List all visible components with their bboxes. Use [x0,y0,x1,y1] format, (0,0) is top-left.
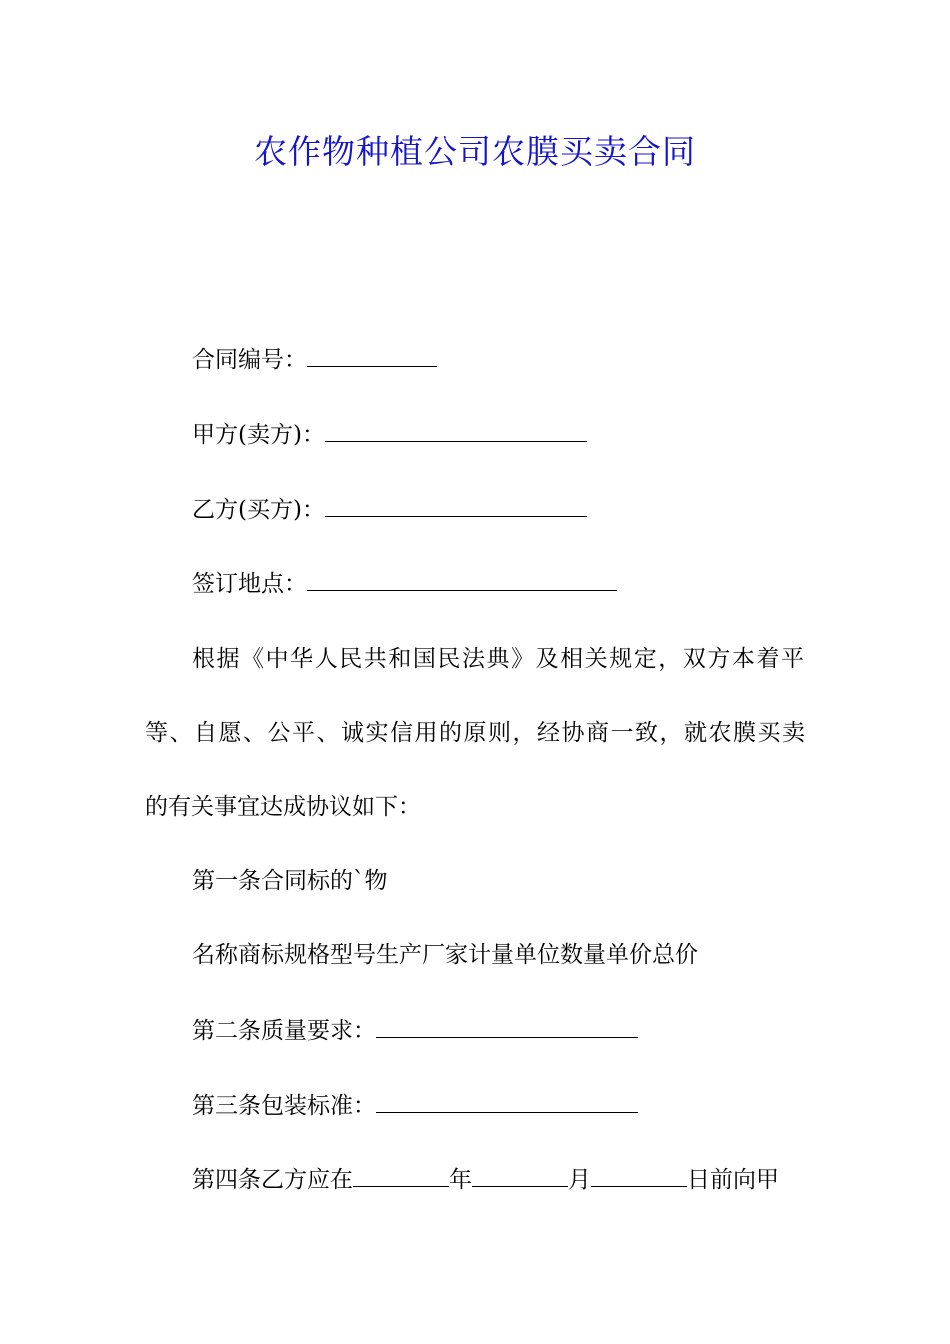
preamble-line-1: 根据《中华人民共和国民法典》及相关规定，双方本着平 [192,646,804,672]
preamble-line-2: 等、自愿、公平、诚实信用的原则，经协商一致，就农膜买卖 [145,720,805,746]
article-4-month-blank [472,1162,568,1187]
sign-place-field [192,566,852,601]
document-title: 农作物种植公司农膜买卖合同 [254,132,696,171]
party-b-label: 乙方(买方)： [192,497,325,523]
article-4-day-blank [591,1162,687,1187]
preamble-line-3: 的有关事宜达成协议如下： [145,794,421,820]
party-b-field [192,492,852,527]
article-4-year-blank [353,1162,449,1187]
sign-place-blank [307,566,617,591]
article-2-label: 第二条质量要求： [192,1018,376,1044]
article-1-table-header: 名称商标规格型号生产厂家计量单位数量单价总价 [192,942,698,968]
article-3-label: 第三条包装标准： [192,1093,376,1119]
party-a-field [192,417,852,452]
contract-number-field [192,342,852,377]
article-4-year: 年 [449,1167,472,1193]
party-a-blank [325,417,587,442]
article-2-blank [376,1013,638,1038]
party-b-blank [325,492,587,517]
party-a-label: 甲方(卖方)： [192,422,325,448]
contract-number-label: 合同编号： [192,347,307,373]
sign-place-label: 签订地点： [192,571,307,597]
contract-number-blank [307,342,437,367]
article-3-field [192,1088,852,1123]
article-3-blank [376,1088,638,1113]
article-2-field [192,1013,852,1048]
article-4-line [192,1162,852,1197]
article-4-prefix: 第四条乙方应在 [192,1167,353,1193]
article-4-day-suffix: 日前向甲 [687,1167,779,1193]
article-4-month: 月 [568,1167,591,1193]
article-1-heading: 第一条合同标的`物 [192,868,388,894]
